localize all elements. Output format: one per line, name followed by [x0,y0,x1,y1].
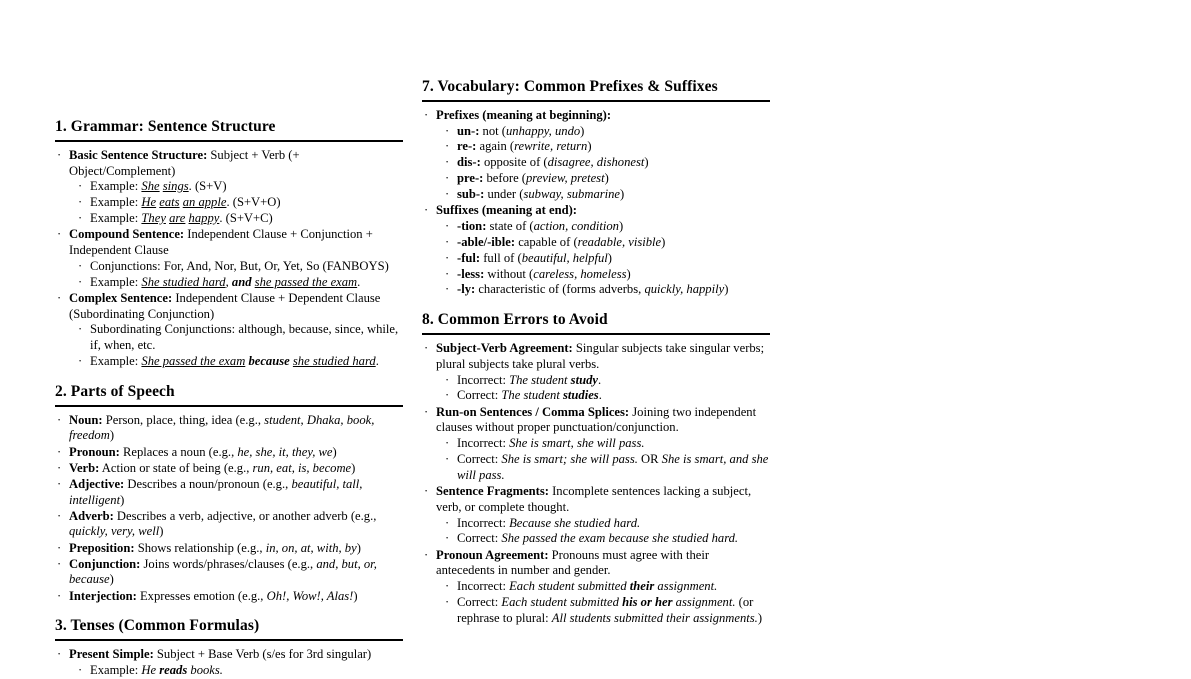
sub-list-wrapper [75,179,403,227]
bullet-icon: · [57,147,62,162]
sub-list-item [442,171,770,187]
sub-list [75,322,403,370]
sub-list-wrapper [442,436,770,484]
sub-list-item [442,251,770,267]
section-list [55,148,403,370]
sub-list-wrapper [442,373,770,405]
sub-bullet-icon: · [445,250,450,265]
sub-bullet-icon: · [445,234,450,249]
sub-list-item [442,373,770,389]
sub-list-wrapper [442,516,770,548]
section-list [422,341,770,626]
heading-divider [422,100,770,102]
sub-list [442,124,770,203]
item-text: dis-: opposite of (disagree, dishonest) [457,155,649,170]
sub-bullet-icon: · [445,219,450,234]
item-text: Example: They are happy. (S+V+C) [90,210,273,225]
item-text: Run-on Sentences / Comma Splices: Joining two independent clauses without proper punctuation/conjunction. [436,404,757,435]
sub-bullet-icon: · [78,258,83,273]
bullet-icon: · [57,476,62,491]
sub-list-wrapper [75,259,403,291]
item-text: Correct: The student studies. [457,388,602,403]
list-item [55,589,403,605]
bullet-icon: · [424,341,429,356]
sub-bullet-icon: · [78,322,83,337]
sub-list [442,516,770,548]
section-section-1 [55,118,403,370]
sub-list-item [442,267,770,283]
bullet-icon: · [57,508,62,523]
bullet-icon: · [57,227,62,242]
item-text: Incorrect: The student study. [457,372,602,387]
sub-list-wrapper [75,322,403,370]
item-text: Correct: She is smart; she will pass. OR She is smart, and she will pass. [457,452,769,482]
bullet-icon: · [57,444,62,459]
item-text: Example: He reads books. [90,662,223,677]
sub-bullet-icon: · [445,531,450,546]
sub-bullet-icon: · [445,123,450,138]
sub-list [75,663,403,679]
sub-bullet-icon: · [78,662,83,677]
list-item [55,541,403,557]
bullet-icon: · [57,540,62,555]
sub-list-item [75,322,403,354]
sub-list-wrapper [442,124,770,203]
sub-bullet-icon: · [445,595,450,609]
item-text: Adjective: Describes a noun/pronoun (e.g., beautiful, tall, intelligent) [69,476,363,507]
sub-list [75,259,403,291]
bullet-icon: · [424,203,429,218]
item-text: Present Simple: Subject + Base Verb (s/es for 3rd singular) [69,647,372,662]
item-text: Example: She studied hard, and she passed the exam. [90,274,361,289]
sub-bullet-icon: · [445,155,450,170]
sub-bullet-icon: · [445,436,450,451]
sub-bullet-icon: · [78,195,83,210]
sub-list-item [442,187,770,203]
sub-list-item [442,516,770,532]
item-text: Correct: Each student submitted his or her assignment. (or rephrase to plural: All students submitted their assignments.) [457,595,763,625]
section-heading: 1. Grammar: Sentence Structure [55,118,276,135]
list-item [55,477,403,508]
sub-list-item [442,595,770,627]
bullet-icon: · [424,547,429,562]
item-text: Incorrect: Because she studied hard. [457,515,641,530]
item-text: Pronoun Agreement: Pronouns must agree with their antecedents in number and gender. [436,547,710,578]
list-item [55,509,403,540]
list-item [422,548,770,627]
sub-bullet-icon: · [445,171,450,186]
list-item [55,461,403,477]
sub-list-wrapper [442,579,770,627]
list-item [55,557,403,588]
sub-list-item [442,219,770,235]
sub-list-item [75,179,403,195]
section-list [55,647,403,679]
sub-list-item [442,155,770,171]
list-item [55,291,403,370]
item-text: Example: He eats an apple. (S+V+O) [90,195,281,210]
bullet-icon: · [57,290,62,305]
sub-list-item [442,579,770,595]
sub-bullet-icon: · [78,210,83,225]
list-item [422,405,770,484]
sub-bullet-icon: · [78,353,83,368]
heading-divider [422,333,770,335]
item-text: Conjunctions: For, And, Nor, But, Or, Yet, So (FANBOYS) [90,258,389,273]
section-section-3 [55,617,403,678]
sub-bullet-icon: · [445,452,450,467]
item-text: Interjection: Expresses emotion (e.g., Oh!, Wow!, Alas!) [69,588,358,603]
bullet-icon: · [57,556,62,571]
item-text: -ly: characteristic of (forms adverbs, quickly, happily) [457,282,729,297]
sub-bullet-icon: · [445,139,450,154]
sub-list-item [442,388,770,404]
heading-divider [55,405,403,407]
section-section-8 [422,311,770,626]
section-section-7 [422,78,770,298]
sub-list-item [75,354,403,370]
sub-bullet-icon: · [445,282,450,297]
item-text: Adverb: Describes a verb, adjective, or another adverb (e.g., quickly, very, well) [69,508,377,539]
left-column [55,0,403,679]
item-text: Sentence Fragments: Incomplete sentences lacking a subject, verb, or complete thought. [436,484,752,514]
item-text: -tion: state of (action, condition) [457,219,624,234]
bullet-icon: · [57,588,62,603]
item-text: Subordinating Conjunctions: although, because, since, while, if, when, etc. [90,322,399,353]
sub-list-item [442,235,770,251]
sub-bullet-icon: · [445,388,450,403]
section-heading: 7. Vocabulary: Common Prefixes & Suffixes [422,78,718,95]
sub-list [442,373,770,405]
item-text: Compound Sentence: Independent Clause + Conjunction + Independent Clause [69,227,373,257]
item-text: Example: She sings. (S+V) [90,179,227,194]
section-list [55,413,403,605]
bullet-icon: · [424,107,429,122]
sub-list [442,436,770,484]
item-text: -less: without (careless, homeless) [457,266,631,281]
sub-bullet-icon: · [445,579,450,594]
sub-list-item [75,663,403,679]
bullet-icon: · [57,412,62,427]
sub-list-item [442,282,770,298]
item-text: un-: not (unhappy, undo) [457,123,585,138]
item-text: Conjunction: Joins words/phrases/clauses (e.g., and, but, or, because) [69,556,377,587]
bullet-icon: · [424,484,429,499]
list-item [422,341,770,404]
sub-list-item [442,124,770,140]
item-text: Correct: She passed the exam because she studied hard. [457,531,739,546]
list-item [55,445,403,461]
list-item [55,647,403,679]
item-text: Subject-Verb Agreement: Singular subjects take singular verbs; plural subjects take plural verbs. [436,341,765,371]
bullet-icon: · [57,460,62,475]
right-column [422,0,770,627]
sub-list-wrapper [75,663,403,679]
sub-list-item [75,275,403,291]
sub-list-item [75,195,403,211]
item-text: Noun: Person, place, thing, idea (e.g., student, Dhaka, book, freedom) [69,412,375,443]
list-item [422,484,770,547]
item-text: pre-: before (preview, pretest) [457,171,609,186]
item-text: Example: She passed the exam because she studied hard. [90,353,379,368]
sub-bullet-icon: · [445,515,450,530]
sub-list-item [75,259,403,275]
sub-bullet-icon: · [445,187,450,202]
item-text: -able/-ible: capable of (readable, visible) [457,234,666,249]
bullet-icon: · [424,404,429,419]
bullet-icon: · [57,647,62,662]
sub-bullet-icon: · [78,179,83,194]
section-section-2 [55,383,403,604]
item-text: Verb: Action or state of being (e.g., run, eat, is, become) [69,460,356,475]
item-text: sub-: under (subway, submarine) [457,187,625,202]
section-heading: 2. Parts of Speech [55,382,175,400]
item-text: Incorrect: Each student submitted their assignment. [457,579,718,594]
sub-list-item [442,436,770,452]
heading-divider [55,140,403,142]
list-item [422,108,770,203]
sub-list [442,219,770,298]
sub-list-item [442,531,770,547]
list-item [55,227,403,290]
item-text: Pronoun: Replaces a noun (e.g., he, she, it, they, we) [69,444,337,459]
sub-list [442,579,770,627]
item-text: Preposition: Shows relationship (e.g., in, on, at, with, by) [69,540,361,555]
section-heading: 3. Tenses (Common Formulas) [55,617,260,635]
sub-list-wrapper [442,219,770,298]
section-list [422,108,770,298]
list-item [55,148,403,227]
item-text: re-: again (rewrite, return) [457,139,592,154]
item-text: -ful: full of (beautiful, helpful) [457,250,612,265]
sub-list-item [442,452,770,484]
heading-divider [55,639,403,641]
list-item [422,203,770,298]
sub-list-item [75,211,403,227]
list-item [55,413,403,444]
section-heading: 8. Common Errors to Avoid [422,311,608,329]
sub-list [75,179,403,227]
sub-bullet-icon: · [445,372,450,387]
item-text: Prefixes (meaning at beginning): [436,107,612,122]
item-text: Suffixes (meaning at end): [436,203,577,218]
item-text: Basic Sentence Structure: Subject + Verb (+ Object/Complement) [69,147,300,178]
sub-bullet-icon: · [78,274,83,289]
sub-bullet-icon: · [445,266,450,281]
sub-list-item [442,139,770,155]
item-text: Incorrect: She is smart, she will pass. [457,436,645,451]
item-text: Complex Sentence: Independent Clause + Dependent Clause (Subordinating Conjunction) [69,290,381,321]
